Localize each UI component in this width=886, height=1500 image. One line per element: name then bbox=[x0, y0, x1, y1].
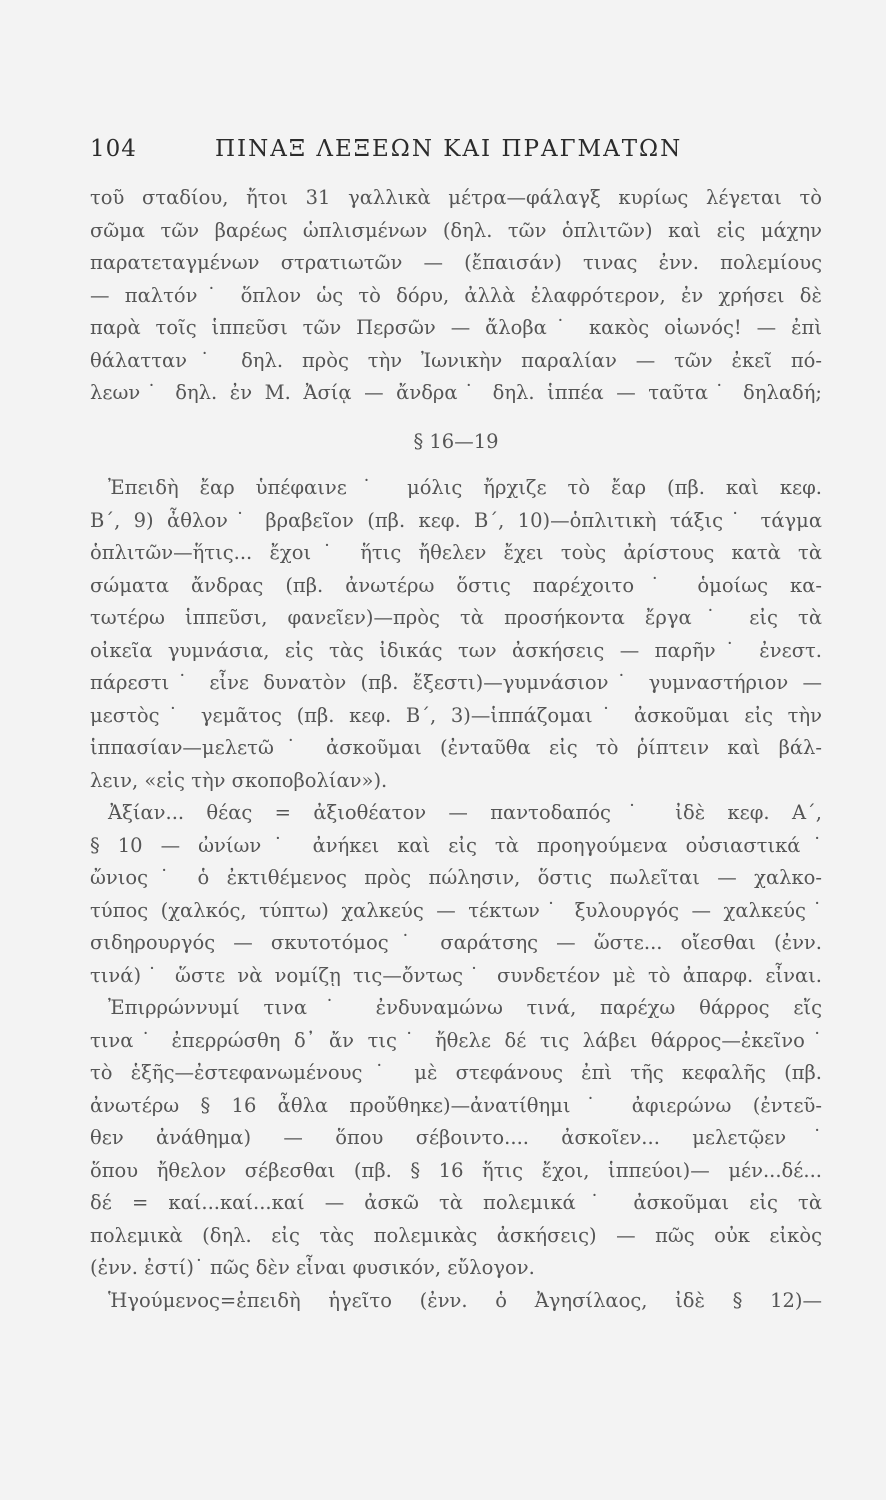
page-number: 104 bbox=[90, 136, 137, 162]
text-line: ἀνωτέρω § 16 ἆθλα προὔθηκε)—ἀνατίθημι˙ ἀφιερώνω (ἐντεῦ- bbox=[90, 1093, 822, 1117]
text-line: ὁπλιτῶν—ἥτις... ἔχοι˙ ἥτις ἤθελεν ἔχει τοὺς ἀρίστους κατὰ τὰ bbox=[90, 541, 822, 564]
text-line: (ἐνν. ἐστί)˙ πῶς δὲν εἶναι φυσικόν, εὔλογον. bbox=[90, 1256, 535, 1279]
text-line: τινά)˙ ὥστε νὰ νομίζῃ τις—ὄντως˙ συνδετέον μὲ τὸ ἀπαρφ. εἶναι. bbox=[90, 963, 822, 987]
text-line: § 10 — ὠνίων˙ ἀνήκει καὶ εἰς τὰ προηγούμενα οὐσιαστικά˙ bbox=[90, 833, 822, 857]
text-line: τοῦ σταδίου, ἤτοι 31 γαλλικὰ μέτρα—φάλαγξ κυρίως λέγεται τὸ bbox=[90, 186, 822, 209]
text-line: ὤνιος˙ ὁ ἐκτιθέμενος πρὸς πώλησιν, ὅστις πωλεῖται — χαλκο- bbox=[90, 866, 822, 889]
text-line: θάλατταν˙ δηλ. πρὸς τὴν Ἰωνικὴν παραλίαν — τῶν ἐκεῖ πό- bbox=[90, 348, 822, 372]
text-line: τὸ ἑξῆς—ἐστεφανωμένους˙ μὲ στεφάνους ἐπὶ τῆς κεφαλῆς (πβ. bbox=[90, 1061, 822, 1084]
text-line: ἱππασίαν—μελετῶ˙ ἀσκοῦμαι (ἐνταῦθα εἰς τὸ ῥίπτειν καὶ βάλ- bbox=[90, 736, 822, 759]
text-line: Ἀξίαν... θέας = ἀξιοθέατον — παντοδαπός˙ ἰδὲ κεφ. Α΄, bbox=[108, 801, 822, 824]
text-line: λειν, «εἰς τὴν σκοποβολίαν»). bbox=[90, 768, 388, 792]
text-line: τύπος (χαλκός, τύπτω) χαλκεύς — τέκτων˙ ξυλουργός — χαλκεύς˙ bbox=[90, 898, 822, 922]
text-line: παρὰ τοῖς ἱππεῦσι τῶν Περσῶν — ἄλοβα˙ κακὸς οἰωνός! — ἐπὶ bbox=[90, 316, 822, 339]
text-line: παρατεταγμένων στρατιωτῶν — (ἔπαισάν) τινας ἐνν. πολεμίους bbox=[90, 251, 822, 274]
section-heading: § 16—19 bbox=[413, 429, 499, 453]
running-title: ΠΙΝΑΞ ΛΕΞΕΩΝ ΚΑΙ ΠΡΑΓΜΑΤΩΝ bbox=[215, 136, 683, 162]
text-line: Ἐπιρρώννυμί τινα˙ ἐνδυναμώνω τινά, παρέχω θάρρος εἴς bbox=[108, 996, 822, 1019]
text-line: οἰκεῖα γυμνάσια, εἰς τὰς ἰδικάς των ἀσκήσεις — παρῆν˙ ἐνεστ. bbox=[90, 638, 822, 662]
text-line: ὅπου ἤθελον σέβεσθαι (πβ. § 16 ἥτις ἔχοι, ἱππεύοι)— μέν...δέ... bbox=[90, 1158, 822, 1182]
text-line: Β΄, 9) ἆθλον˙ βραβεῖον (πβ. κεφ. Β΄, 10)—ὁπλιτικὴ τάξις˙ τάγμα bbox=[90, 508, 822, 532]
text-line: μεστὸς˙ γεμᾶτος (πβ. κεφ. Β΄, 3)—ἱππάζομαι˙ ἀσκοῦμαι εἰς τὴν bbox=[90, 703, 822, 727]
text-line: σιδηρουργός — σκυτοτόμος˙ σαράτσης — ὥστε... οἴεσθαι (ἐνν. bbox=[90, 931, 822, 954]
text-line: λεων˙ δηλ. ἐν Μ. Ἀσίᾳ — ἄνδρα˙ δηλ. ἱππέα — ταῦτα˙ δηλαδή; bbox=[90, 381, 822, 404]
text-line: πολεμικὰ (δηλ. εἰς τὰς πολεμικὰς ἀσκήσεις) — πῶς οὐκ εἰκὸς bbox=[90, 1223, 822, 1247]
text-line: σῶμα τῶν βαρέως ὡπλισμένων (δηλ. τῶν ὁπλιτῶν) καὶ εἰς μάχην bbox=[90, 218, 822, 242]
text-line: Ἡγούμενος=ἐπειδὴ ἡγεῖτο (ἐνν. ὁ Ἀγησίλαος, ἰδὲ § 12)— bbox=[108, 1288, 822, 1312]
text-line: θεν ἀνάθημα) — ὅπου σέβοιντο.... ἀσκοῖεν... μελετῷεν˙ bbox=[90, 1126, 822, 1149]
page-body bbox=[90, 182, 822, 1317]
text-line: τωτέρω ἱππεῦσι, φανεῖεν)—πρὸς τὰ προσήκοντα ἔργα˙ εἰς τὰ bbox=[90, 606, 822, 629]
text-line: — παλτόν˙ ὅπλον ὡς τὸ δόρυ, ἀλλὰ ἐλαφρότερον, ἐν χρήσει δὲ bbox=[90, 283, 822, 307]
text-line: δέ = καί...καί...καί — ἀσκῶ τὰ πολεμικά˙ ἀσκοῦμαι εἰς τὰ bbox=[90, 1191, 822, 1214]
text-line: τινα˙ ἐπερρώσθη δ᾽ ἄν τις˙ ἤθελε δέ τις λάβει θάρρος—ἐκεῖνο˙ bbox=[90, 1028, 822, 1052]
text-line: Ἐπειδὴ ἔαρ ὑπέφαινε˙ μόλις ἤρχιζε τὸ ἔαρ (πβ. καὶ κεφ. bbox=[108, 476, 822, 499]
text-line: σώματα ἄνδρας (πβ. ἀνωτέρω ὅστις παρέχοιτο˙ ὁμοίως κα- bbox=[90, 573, 822, 597]
text-line: πάρεστι˙ εἶνε δυνατὸν (πβ. ἔξεστι)—γυμνάσιον˙ γυμναστήριον — bbox=[90, 671, 822, 694]
